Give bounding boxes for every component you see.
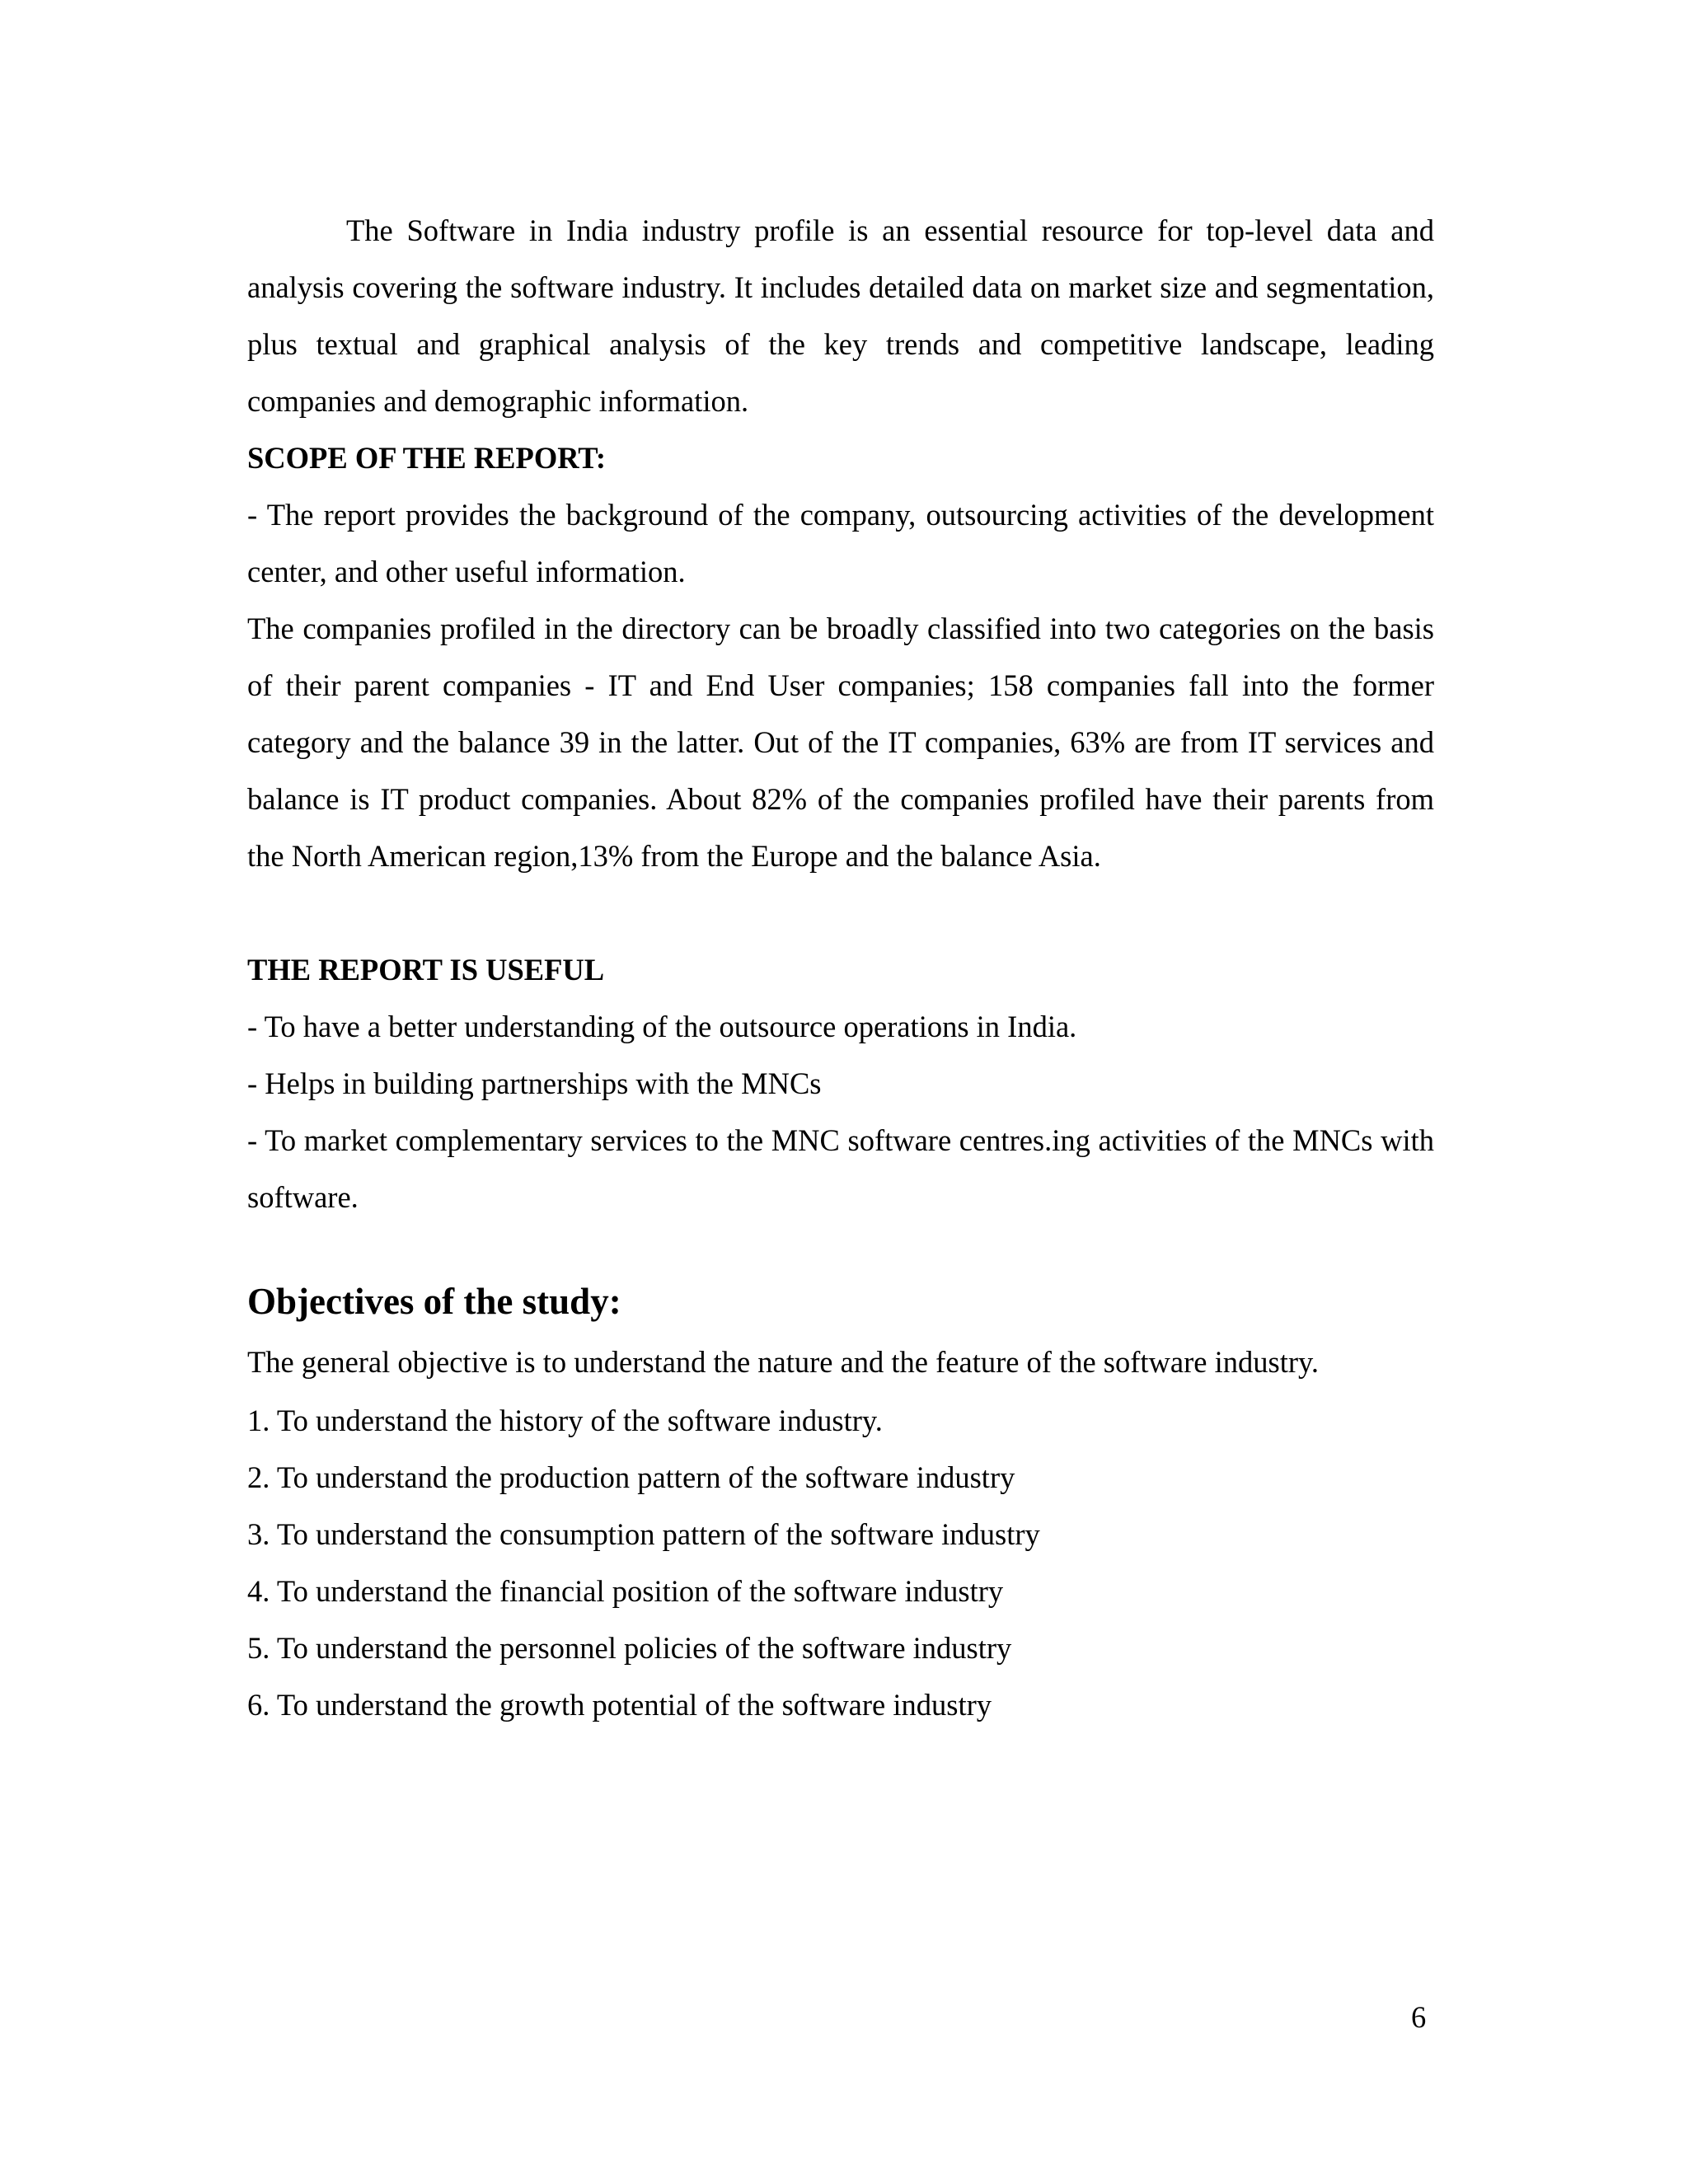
objectives-intro: The general objective is to understand the nature and the feature of the software industry. [247,1345,1319,1379]
objective-item: 6. To understand the growth potential of the software industry [247,1688,992,1722]
scope-heading: SCOPE OF THE REPORT: [247,441,607,475]
objective-item: 1. To understand the history of the software industry. [247,1404,883,1437]
useful-item: - Helps in building partnerships with the MNCs [247,1066,822,1100]
useful-item: - To market complementary services to the MNC software centres.ing activities of the MNCs with software. [247,1123,1434,1214]
useful-item: - To have a better understanding of the outsource operations in India. [247,1010,1077,1043]
spacer [247,884,1434,941]
companies-paragraph: The companies profiled in the directory can be broadly classified into two categories on the basis of their parent companies - IT and End User companies; 158 companies fall into the former category and the balance 39 in the latter. Out of the IT companies, 63% are from IT services and balance is IT product companies. About 82% of the companies profiled have their parents from the North American region,13% from the Europe and the balance Asia. [247,612,1434,873]
scope-line: - The report provides the background of the company, outsourcing activities of the development center, and other useful information. [247,498,1434,588]
objectives-heading: Objectives of the study: [247,1281,621,1322]
objective-item: 5. To understand the personnel policies of the software industry [247,1631,1012,1665]
document-page [247,202,1434,1733]
intro-paragraph: The Software in India industry profile is an essential resource for top-level data and analysis covering the software industry. It includes detailed data on market size and segmentation, plus textual and graphical analysis of the key trends and competitive landscape, leading companies and demographic information. [247,213,1434,418]
objective-item: 3. To understand the consumption pattern of the software industry [247,1517,1040,1551]
useful-heading: THE REPORT IS USEFUL [247,953,605,987]
spacer [247,1226,1434,1262]
objective-item: 4. To understand the financial position of the software industry [247,1574,1004,1608]
page-number: 6 [1411,2000,1427,2034]
objective-item: 2. To understand the production pattern of the software industry [247,1460,1015,1494]
